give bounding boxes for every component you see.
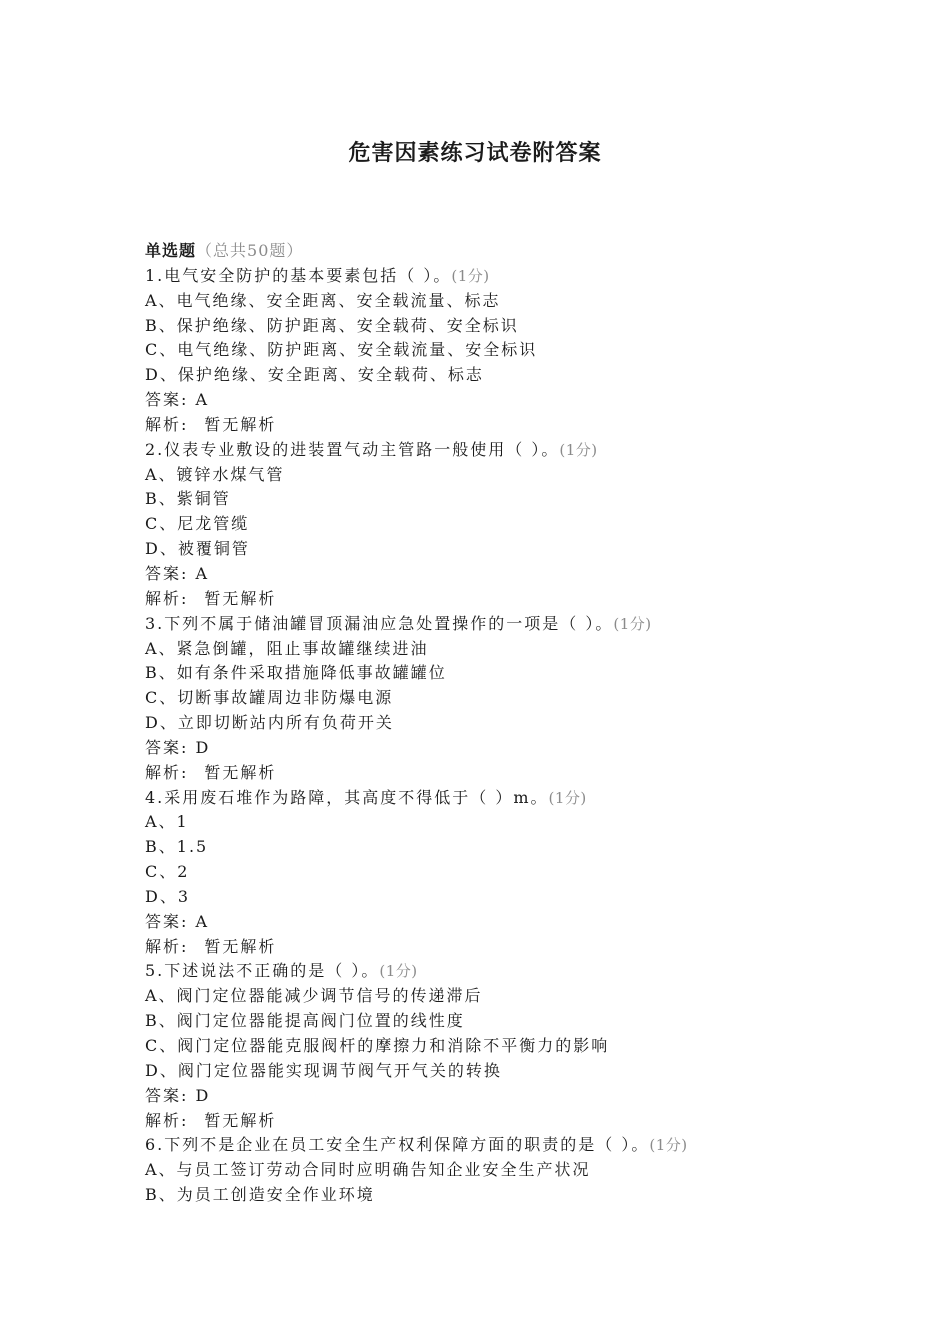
- option-c: C、2: [145, 862, 190, 882]
- option-c: C、尼龙管缆: [145, 514, 250, 534]
- analysis-label: 解析:: [145, 588, 189, 608]
- question-stem: [145, 959, 865, 984]
- answer-label: 答案:: [145, 911, 189, 931]
- analysis-line: [145, 587, 865, 612]
- analysis-label: 解析:: [145, 1110, 189, 1130]
- question-score: (1分): [548, 788, 587, 807]
- analysis-value: 暂无解析: [204, 936, 277, 956]
- option-a: A、镀锌水煤气管: [145, 464, 285, 484]
- question-score: (1分): [613, 614, 652, 633]
- option-a: A、紧急倒罐，阻止事故罐继续进油: [145, 638, 429, 658]
- question-stem: [145, 438, 865, 463]
- answer-value: D: [195, 1085, 211, 1105]
- option-b: B、紫铜管: [145, 489, 231, 509]
- answer-value: A: [195, 911, 210, 931]
- question-stem: [145, 1133, 865, 1158]
- question-block: [145, 1133, 865, 1208]
- option-c: C、切断事故罐周边非防爆电源: [145, 688, 394, 708]
- answer-line: [145, 736, 865, 761]
- question-text: 3.下列不属于储油罐冒顶漏油应急处置操作的一项是（ ）。: [145, 613, 614, 633]
- option-b: B、阀门定位器能提高阀门位置的线性度: [145, 1011, 465, 1031]
- analysis-line: [145, 935, 865, 960]
- analysis-value: 暂无解析: [204, 414, 277, 434]
- answer-label: 答案:: [145, 563, 189, 583]
- question-stem: [145, 786, 865, 811]
- analysis-label: 解析:: [145, 414, 189, 434]
- option-a: A、阀门定位器能减少调节信号的传递滞后: [145, 986, 483, 1006]
- answer-value: D: [195, 737, 211, 757]
- question-score: (1分): [559, 440, 598, 459]
- analysis-line: [145, 413, 865, 438]
- question-text: 6.下列不是企业在员工安全生产权利保障方面的职责的是（ ）。: [145, 1135, 650, 1155]
- answer-line: [145, 562, 865, 587]
- option-d: D、立即切断站内所有负荷开关: [145, 713, 394, 733]
- question-score: (1分): [649, 1136, 688, 1155]
- answer-label: 答案:: [145, 737, 189, 757]
- section-count-note: （总共50题）: [196, 241, 304, 260]
- answer-label: 答案:: [145, 390, 189, 410]
- answer-value: A: [195, 563, 210, 583]
- question-stem: [145, 612, 865, 637]
- answer-value: A: [195, 390, 210, 410]
- option-d: D、保护绝缘、安全距离、安全载荷、标志: [145, 365, 484, 385]
- question-text: 4.采用废石堆作为路障，其高度不得低于（ ）m。: [145, 787, 549, 807]
- question-text: 5.下述说法不正确的是（ ）。: [145, 961, 380, 981]
- question-block: [145, 438, 865, 612]
- analysis-label: 解析:: [145, 762, 189, 782]
- analysis-line: [145, 1109, 865, 1134]
- section-header: [145, 239, 865, 264]
- analysis-value: 暂无解析: [204, 762, 277, 782]
- analysis-label: 解析:: [145, 936, 189, 956]
- answer-line: [145, 910, 865, 935]
- question-text: 1.电气安全防护的基本要素包括（ ）。: [145, 265, 452, 285]
- question-score: (1分): [451, 266, 490, 285]
- question-stem: [145, 264, 865, 289]
- option-b: B、1.5: [145, 837, 209, 857]
- question-list: [145, 239, 865, 1208]
- analysis-value: 暂无解析: [204, 588, 277, 608]
- option-a: A、1: [145, 812, 189, 832]
- option-a: A、电气绝缘、安全距离、安全载流量、标志: [145, 290, 501, 310]
- answer-line: [145, 388, 865, 413]
- option-b: B、保护绝缘、防护距离、安全载荷、安全标识: [145, 315, 519, 335]
- option-b: B、如有条件采取措施降低事故罐罐位: [145, 663, 447, 683]
- question-block: [145, 959, 865, 1133]
- option-c: C、电气绝缘、防护距离、安全载流量、安全标识: [145, 340, 538, 360]
- option-d: D、被覆铜管: [145, 539, 250, 559]
- question-block: [145, 786, 865, 960]
- analysis-line: [145, 761, 865, 786]
- section-title: 单选题: [145, 241, 197, 260]
- option-a: A、与员工签订劳动合同时应明确告知企业安全生产状况: [145, 1160, 591, 1180]
- option-c: C、阀门定位器能克服阀杆的摩擦力和消除不平衡力的影响: [145, 1036, 610, 1055]
- option-d: D、阀门定位器能实现调节阀气开气关的转换: [145, 1060, 502, 1080]
- answer-line: [145, 1084, 865, 1109]
- option-b: B、为员工创造安全作业环境: [145, 1185, 375, 1205]
- analysis-value: 暂无解析: [204, 1110, 277, 1130]
- document-title: 危害因素练习试卷附答案: [348, 140, 602, 166]
- question-block: [145, 264, 865, 438]
- question-score: (1分): [379, 962, 418, 981]
- question-text: 2.仪表专业敷设的进装置气动主管路一般使用（ ）。: [145, 439, 560, 459]
- answer-label: 答案:: [145, 1085, 189, 1105]
- question-block: [145, 612, 865, 786]
- option-d: D、3: [145, 886, 191, 906]
